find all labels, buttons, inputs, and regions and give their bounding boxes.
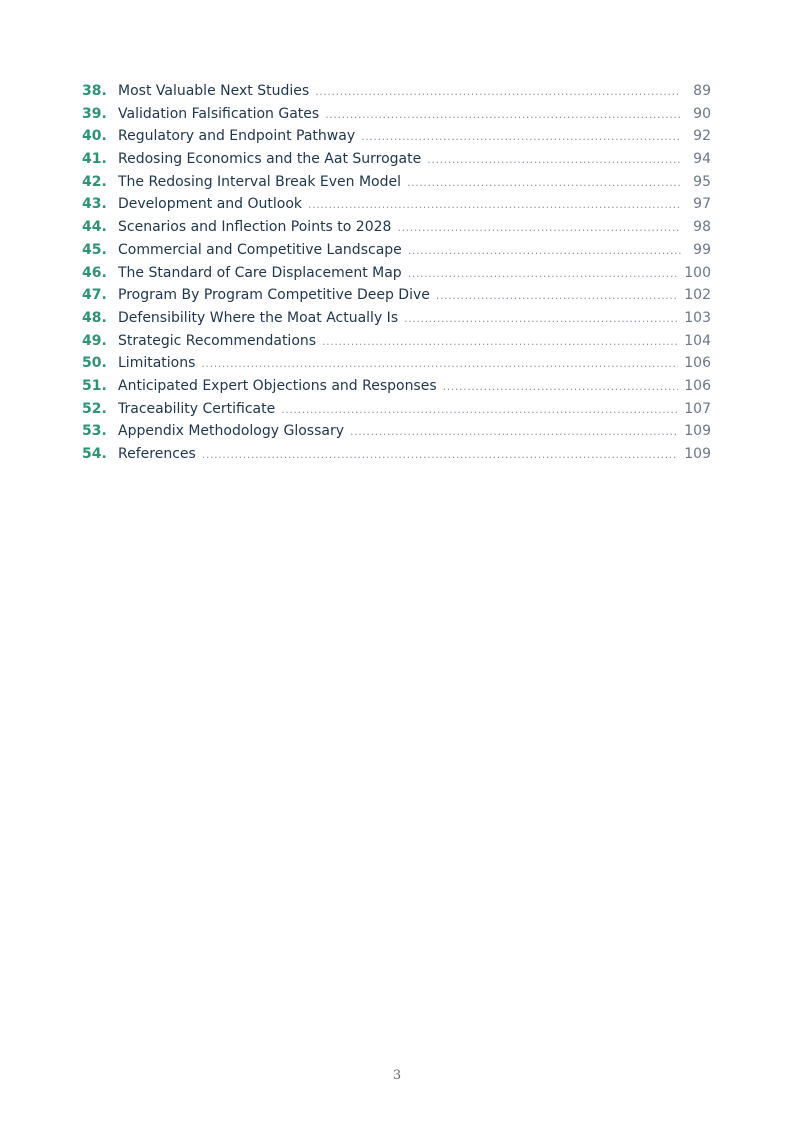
toc-entry-number: 44. <box>82 219 107 236</box>
toc-dot-leader <box>397 217 681 240</box>
toc-entry-page[interactable]: 100 <box>684 264 711 281</box>
toc-entry-number: 38. <box>82 83 107 99</box>
toc-dot-leader <box>407 172 681 195</box>
toc-entry-page[interactable]: 89 <box>693 83 711 99</box>
toc-entry-page[interactable]: 98 <box>693 219 711 236</box>
toc-entry-number: 51. <box>82 377 107 394</box>
toc-entry-page[interactable]: 97 <box>693 196 711 213</box>
toc-entry[interactable] <box>82 420 711 443</box>
toc-entry-page[interactable]: 99 <box>693 241 711 258</box>
toc-entry[interactable] <box>82 239 711 262</box>
toc-entry[interactable] <box>82 171 711 194</box>
toc-entry[interactable] <box>82 193 711 216</box>
toc-entry[interactable] <box>82 375 711 398</box>
toc-entry-title[interactable]: Traceability Certificate <box>118 400 276 417</box>
toc-entry-page[interactable]: 104 <box>684 332 711 349</box>
toc-entry-page[interactable]: 109 <box>684 423 711 440</box>
toc-entry[interactable] <box>82 284 711 307</box>
toc-entry-page[interactable]: 95 <box>693 173 711 190</box>
toc-dot-leader <box>436 285 678 308</box>
toc-dot-leader <box>201 353 678 376</box>
toc-entry-number: 45. <box>82 241 107 258</box>
toc-entry-number: 47. <box>82 287 107 304</box>
toc-entry-title[interactable]: Development and Outlook <box>118 196 302 213</box>
toc-entry-page[interactable]: 103 <box>684 309 711 326</box>
toc-dot-leader <box>322 331 678 354</box>
toc-entry-page[interactable]: 109 <box>684 446 711 462</box>
toc-entry-page[interactable]: 90 <box>693 105 711 122</box>
toc-entry-number: 39. <box>82 105 107 122</box>
toc-entry[interactable] <box>82 307 711 330</box>
toc-entry-number: 40. <box>82 128 107 145</box>
toc-entry-number: 50. <box>82 355 107 372</box>
toc-entry[interactable] <box>82 330 711 353</box>
toc-dot-leader <box>427 149 681 172</box>
toc-entry-number: 42. <box>82 173 107 190</box>
toc-entry-page[interactable]: 94 <box>693 151 711 168</box>
toc-dot-leader <box>281 399 678 422</box>
toc-entry-title[interactable]: Anticipated Expert Objections and Responses <box>118 377 437 394</box>
toc-entry[interactable] <box>82 125 711 148</box>
toc-entry-title[interactable]: Limitations <box>118 355 196 372</box>
toc-dot-leader <box>315 81 681 104</box>
toc-entry-title[interactable]: Appendix Methodology Glossary <box>118 423 345 440</box>
toc-entry-title[interactable]: Regulatory and Endpoint Pathway <box>118 128 356 145</box>
toc-entry-number: 54. <box>82 446 107 462</box>
toc-entry-page[interactable]: 107 <box>684 400 711 417</box>
toc-entry-title[interactable]: Most Valuable Next Studies <box>118 83 310 99</box>
toc-entry-title[interactable]: Defensibility Where the Moat Actually Is <box>118 309 399 326</box>
toc-dot-leader <box>408 263 679 286</box>
toc-entry[interactable] <box>82 398 711 421</box>
toc-dot-leader <box>408 240 681 263</box>
toc-dot-leader <box>443 376 679 399</box>
toc-dot-leader <box>361 126 681 149</box>
toc-entry[interactable] <box>82 443 711 466</box>
toc-entry[interactable] <box>82 103 711 126</box>
toc-entry-page[interactable]: 102 <box>684 287 711 304</box>
toc-entry-number: 53. <box>82 423 107 440</box>
toc-dot-leader <box>308 194 681 217</box>
toc-entry-number: 46. <box>82 264 107 281</box>
toc-entry-title[interactable]: The Standard of Care Displacement Map <box>118 264 402 281</box>
toc-dot-leader <box>350 421 678 444</box>
toc-entry-title[interactable]: The Redosing Interval Break Even Model <box>118 173 402 190</box>
toc-entry-number: 43. <box>82 196 107 213</box>
toc-entry-number: 52. <box>82 400 107 417</box>
toc-dot-leader <box>325 104 681 127</box>
toc-entry-title[interactable]: References <box>118 446 196 462</box>
toc-entry-title[interactable]: Program By Program Competitive Deep Dive <box>118 287 430 304</box>
toc-entry-page[interactable]: 106 <box>684 377 711 394</box>
toc-entry-number: 48. <box>82 309 107 326</box>
toc-entry[interactable] <box>82 352 711 375</box>
page-number: 3 <box>392 1068 402 1083</box>
toc-entry-number: 49. <box>82 332 107 349</box>
toc-dot-leader <box>404 308 678 331</box>
toc-entry-page[interactable]: 92 <box>693 128 711 145</box>
toc-entry-number: 41. <box>82 151 107 168</box>
toc-entry[interactable] <box>82 148 711 171</box>
toc-entry-title[interactable]: Scenarios and Inflection Points to 2028 <box>118 219 392 236</box>
toc-entry-title[interactable]: Redosing Economics and the Aat Surrogate <box>118 151 422 168</box>
table-of-contents <box>82 80 711 466</box>
toc-entry[interactable] <box>82 216 711 239</box>
toc-entry-page[interactable]: 106 <box>684 355 711 372</box>
toc-entry[interactable] <box>82 80 711 103</box>
toc-entry-title[interactable]: Commercial and Competitive Landscape <box>118 241 402 258</box>
toc-entry-title[interactable]: Strategic Recommendations <box>118 332 317 349</box>
toc-entry[interactable] <box>82 262 711 285</box>
toc-entry-title[interactable]: Validation Falsification Gates <box>118 105 320 122</box>
toc-dot-leader <box>202 444 678 467</box>
